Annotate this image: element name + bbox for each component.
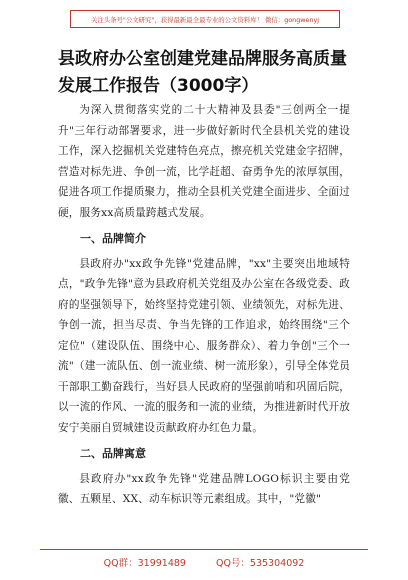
- promo-banner-text: 关注头条号"公文研究"，获得最新最全最专业的公文资料库！ 微信：gongwenyj: [90, 15, 320, 24]
- footer-qq-number: QQ号：535304092: [215, 558, 305, 569]
- section-text-brand-intro: 县政府办"xx政争先锋"党建品牌，"xx"主要突出地域特点，"政争先锋"意为县政府机关党组及办公室在各级党委、政府的坚强领导下，始终坚持党建引领、业绩领先，对标先进、争创一流，担当尽责、争当先锋的工作追求，始终围绕"三个定位"（建设队伍、围绕中心、服务群众）、着力争创"三个一流"（建一流队伍、创一流业绩、树一流形象），引导全体党员干部职工勤奋践行，当好县人民政府的坚强前哨和巩固后院，以一流的作风、一流的服务和一流的业绩，为推进新时代开放安宁美丽自贸城建设贡献政府办红色力量。: [58, 257, 350, 434]
- footer-qq-group: QQ群：31991489: [103, 558, 186, 569]
- document-title: 县政府办公室创建党建品牌服务高质量发展工作报告（3000字）: [58, 49, 347, 96]
- page-footer: [40, 553, 368, 571]
- footer-divider: [40, 549, 368, 550]
- document-body: [58, 100, 350, 510]
- section-text-brand-meaning: 县政府办"xx政争先锋"党建品牌LOGO标识主要由党徽、五颗星、XX、动车标识等元素组成。其中，"党徽": [58, 472, 350, 505]
- promo-banner: [70, 10, 340, 28]
- section-heading-brand-intro: 一、品牌简介: [80, 232, 146, 245]
- section-heading-brand-meaning: 二、品牌寓意: [80, 447, 146, 460]
- intro-paragraph: 为深入贯彻落实党的二十大精神及县委"三创两全一提升"三年行动部署要求，进一步做好新时代全县机关党的建设工作，深入挖掘机关党建特色亮点，擦亮机关党建金字招牌，营造对标先进、争创一流，比学赶超、奋勇争先的浓厚氛围，促进各项工作提质聚力，推动全县机关党建全面进步、全面过硬，服务xx高质量跨越式发展。: [58, 104, 350, 219]
